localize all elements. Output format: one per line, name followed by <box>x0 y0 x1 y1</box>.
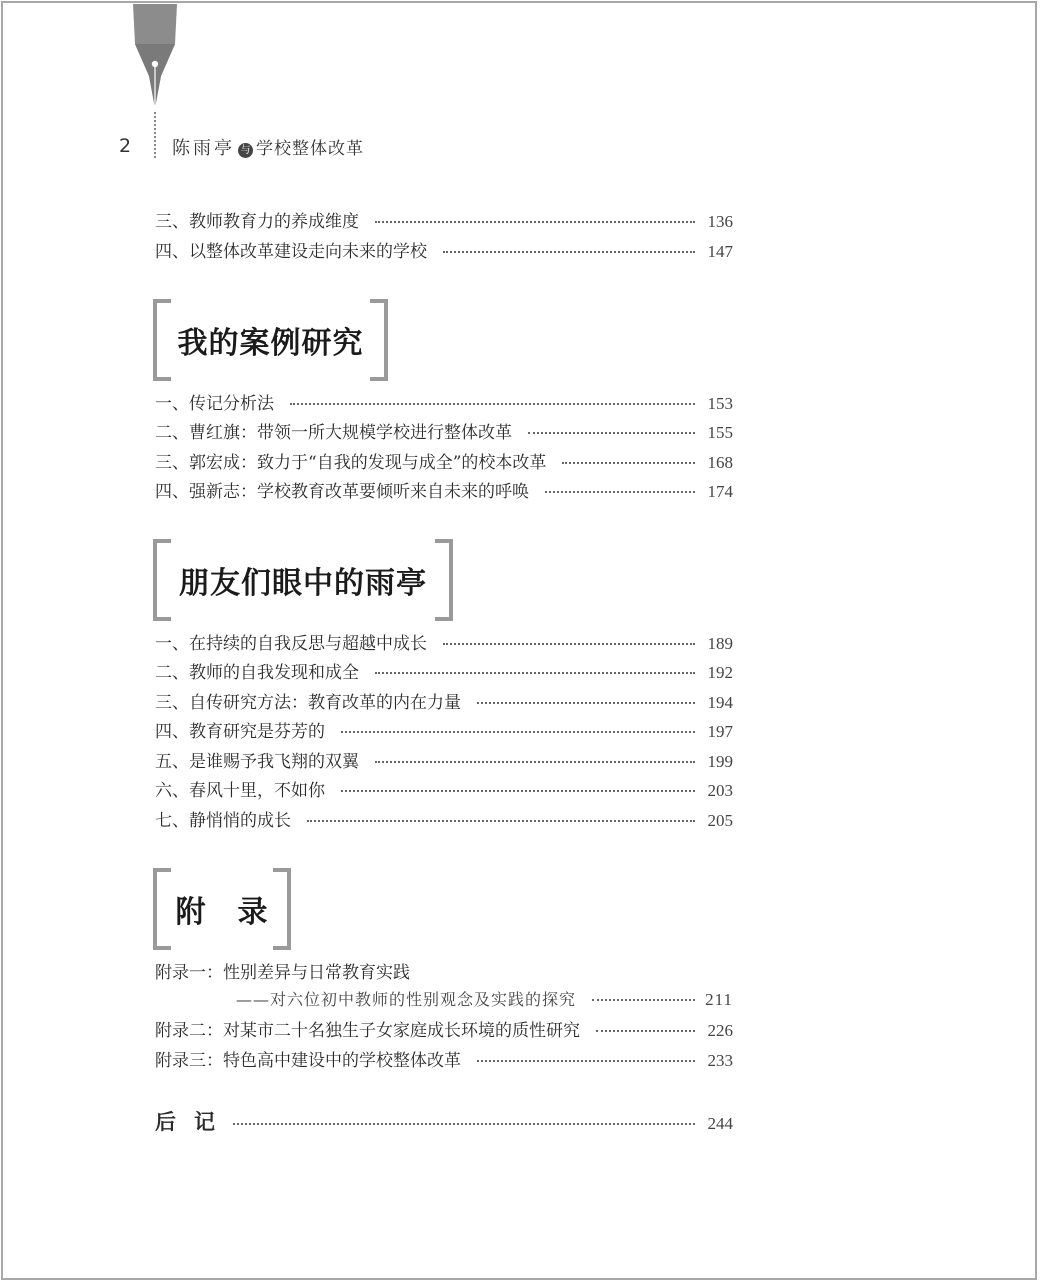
toc-entry-afterword[interactable] <box>155 1106 733 1134</box>
toc-entry-page: 155 <box>707 423 733 442</box>
toc-entry-label: 四、以整体改革建设走向未来的学校 <box>155 242 427 262</box>
toc-entry[interactable] <box>155 717 733 745</box>
pen-nib-icon <box>131 4 179 110</box>
toc-entry-page: 174 <box>707 482 733 501</box>
toc-entry-label: 七、静悄悄的成长 <box>155 811 291 831</box>
dot-leader <box>375 671 695 674</box>
toc-entry-label: 三、自传研究方法：教育改革的内在力量 <box>155 693 461 713</box>
toc-entry[interactable] <box>155 629 733 657</box>
toc-entry[interactable] <box>155 1046 733 1074</box>
toc-entry-page: 136 <box>707 212 733 231</box>
dot-leader <box>375 760 695 763</box>
dot-leader <box>233 1122 695 1125</box>
dot-leader <box>341 730 695 733</box>
toc-entry[interactable] <box>155 418 733 446</box>
bracket-left <box>153 539 171 621</box>
dot-leader <box>375 220 695 223</box>
toc-entry-label: 一、传记分析法 <box>155 394 274 414</box>
toc-entry-label: 二、教师的自我发现和成全 <box>155 663 359 683</box>
dot-leader <box>477 701 695 704</box>
section-heading-text: 我的案例研究 <box>177 326 364 361</box>
header-page-number: 2 <box>119 135 132 157</box>
header-conjunction-badge: 与 <box>238 143 253 158</box>
running-header-title <box>172 134 364 160</box>
toc-entry-page: 197 <box>707 722 733 741</box>
toc-entry[interactable] <box>155 658 733 686</box>
toc-entry[interactable] <box>155 958 733 986</box>
toc-entry-page: 147 <box>707 242 733 261</box>
toc-entry-label: ——对六位初中教师的性别观念及实践的探究 <box>236 990 577 1009</box>
toc-entry-label: 一、在持续的自我反思与超越中成长 <box>155 634 427 654</box>
toc-entry-label: 三、郭宏成：致力于“自我的发现与成全”的校本改革 <box>155 453 547 473</box>
dot-leader <box>528 431 695 434</box>
toc-entry[interactable] <box>155 237 733 265</box>
toc-entry-label: 五、是谁赐予我飞翔的双翼 <box>155 752 359 772</box>
dot-leader <box>545 490 695 493</box>
section-heading-friends <box>153 539 453 621</box>
toc-entry[interactable] <box>155 806 733 834</box>
toc-entry[interactable] <box>155 389 733 417</box>
toc-entry[interactable] <box>155 776 733 804</box>
toc-entry-label: 附录三：特色高中建设中的学校整体改革 <box>155 1051 461 1071</box>
toc-entry[interactable] <box>155 1016 733 1044</box>
toc-entry-page: 211 <box>705 990 733 1009</box>
toc-entry-page: 199 <box>707 752 733 771</box>
toc-entry-page: 192 <box>707 663 733 682</box>
toc-entry-page: 153 <box>707 394 733 413</box>
dot-leader <box>307 819 695 822</box>
toc-entry-label: 四、教育研究是芬芳的 <box>155 722 325 742</box>
toc-entry-label: 四、强新志：学校教育改革要倾听来自未来的呼唤 <box>155 482 529 502</box>
header-divider <box>154 112 156 158</box>
toc-entry-page: 168 <box>707 453 733 472</box>
bracket-right <box>370 299 388 381</box>
bracket-left <box>153 299 171 381</box>
toc-entry-page: 233 <box>707 1051 733 1070</box>
toc-entry[interactable] <box>155 448 733 476</box>
toc-entry-page: 226 <box>707 1021 733 1040</box>
header-author: 陈雨亭 <box>172 138 235 159</box>
toc-entry-page: 203 <box>707 781 733 800</box>
bracket-right <box>435 539 453 621</box>
toc-entry[interactable] <box>155 477 733 505</box>
dot-leader <box>443 642 695 645</box>
dot-leader <box>596 1029 695 1032</box>
toc-entry-subtitle[interactable] <box>236 987 733 1015</box>
toc-entry-label: 六、春风十里，不如你 <box>155 781 325 801</box>
dot-leader <box>592 998 695 1001</box>
toc-entry-page: 244 <box>707 1114 733 1133</box>
bracket-right <box>273 868 291 950</box>
header-title-rest: 学校整体改革 <box>256 139 364 159</box>
toc-entry-label: 三、教师教育力的养成维度 <box>155 212 359 232</box>
toc-entry-label: 后记 <box>155 1109 233 1134</box>
toc-entry-label: 附录二：对某市二十名独生子女家庭成长环境的质性研究 <box>155 1021 580 1041</box>
section-heading-text: 朋友们眼中的雨亭 <box>179 566 427 601</box>
dot-leader <box>562 461 695 464</box>
toc-entry[interactable] <box>155 207 733 235</box>
dot-leader <box>477 1059 695 1062</box>
toc-entry-label: 二、曹红旗：带领一所大规模学校进行整体改革 <box>155 423 512 443</box>
section-heading-appendix <box>153 868 291 950</box>
dot-leader <box>290 402 695 405</box>
toc-entry-page: 194 <box>707 693 733 712</box>
toc-entry-page: 189 <box>707 634 733 653</box>
toc-entry[interactable] <box>155 747 733 775</box>
toc-entry-label: 附录一：性别差异与日常教育实践 <box>155 963 410 983</box>
bracket-left <box>153 868 171 950</box>
toc-entry-page: 205 <box>707 811 733 830</box>
section-heading-case-studies <box>153 299 388 381</box>
dot-leader <box>443 250 695 253</box>
section-heading-text: 附 录 <box>175 895 269 930</box>
toc-entry[interactable] <box>155 688 733 716</box>
dot-leader <box>341 789 695 792</box>
